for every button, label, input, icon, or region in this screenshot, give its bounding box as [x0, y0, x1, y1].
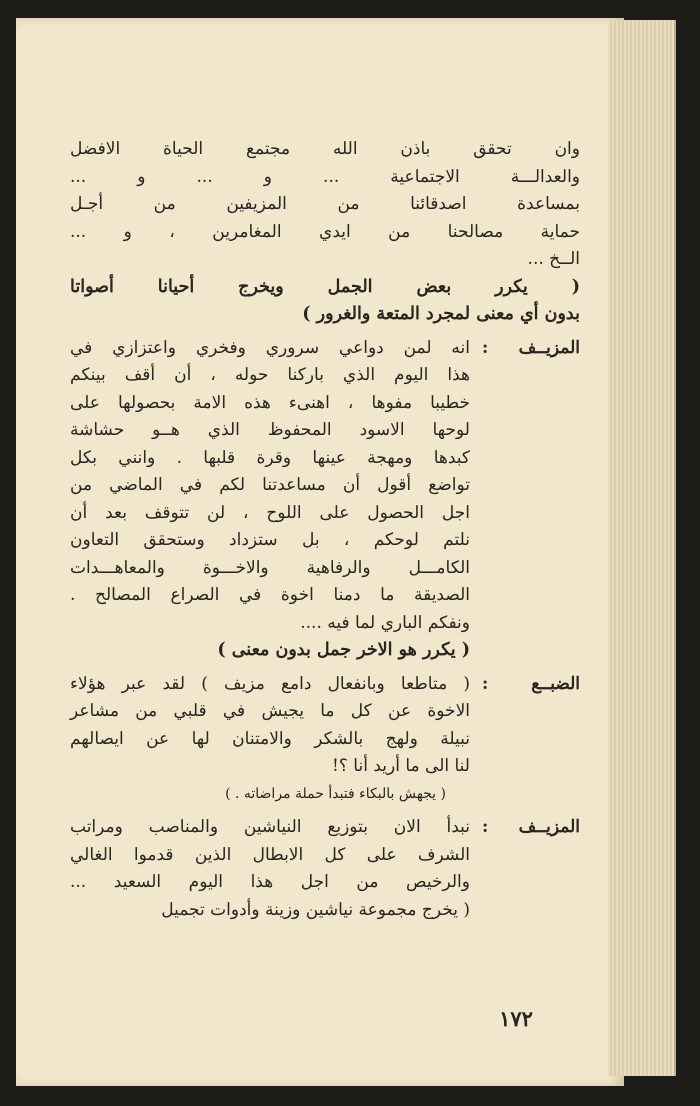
text-line: ( متاطعا وبانفعال دامع مزيف ) لقد عبر هؤلاء	[70, 673, 470, 694]
intro-passage	[70, 136, 580, 329]
text-line: ونفكم الباري لما فيه ....	[300, 612, 470, 633]
stage-direction: ( يكرر هو الاخر جمل بدون معنى )	[217, 640, 470, 660]
speaker-colon: :	[482, 337, 489, 358]
text-line: والعدالـــة الاجتماعية ... و ... و ...	[70, 166, 580, 187]
text-line: ( يخرج مجموعة نياشين وزينة وأدوات تجميل	[161, 899, 470, 920]
text-line: وان تحقق باذن الله مجتمع الحياة الافضل	[70, 139, 580, 159]
text-line: نلتم لوحكم ، بل ستزداد وستحقق التعاون	[70, 530, 470, 550]
speaker-label: الضبــع	[531, 673, 580, 694]
speaker-name	[470, 335, 580, 363]
text-line: كبدها ومهجة عينها وقرة قلبها . وانني بكل	[70, 447, 470, 468]
speaker-colon: :	[482, 817, 489, 837]
speech-block-3	[70, 814, 580, 924]
page-edges	[608, 20, 676, 1076]
text-line: والرخيص من اجل هذا اليوم السعيد ...	[70, 872, 470, 892]
text-line: نبيلة ولهج بالشكر والامتنان لها عن ايصالهم	[70, 728, 470, 749]
text-line: بمساعدة اصدقائنا من المزيفين من أجـل	[70, 194, 580, 214]
book-page	[16, 18, 624, 1086]
speech-block-2	[70, 671, 580, 809]
stage-direction: ( يجهش بالبكاء فتبدأ حملة مراضاته . )	[225, 785, 446, 802]
stage-direction: ( يكرر بعض الجمل ويخرج أحيانا أصواتا	[70, 276, 580, 297]
text-line: خطيبا مفوها ، اهنىء هذه الامة بحصولها على	[70, 392, 470, 413]
text-line: الاخوة عن كل ما يجيش في قلبي من مشاعر	[70, 701, 470, 721]
text-line: الشرف على كل الابطال الذين قدموا الغالي	[70, 844, 470, 865]
speech-block-1	[70, 335, 580, 665]
speaker-label: المزيــف	[518, 817, 580, 837]
speaker-label: المزيــف	[518, 337, 580, 358]
text-line: انه لمن دواعي سروري وفخري واعتزازي في	[70, 337, 470, 358]
text-line: لوحها الاسود المحفوظ الذي هــو حشاشة	[70, 420, 470, 440]
text-line: الكامـــل والرفاهية والاخـــوة والمعاهـــدات	[70, 557, 470, 578]
text-line: تواضع أقول أن مساعدتنا لكم في الماضي من	[70, 475, 470, 495]
stage-direction: بدون أي معنى لمجرد المتعة والغرور )	[302, 304, 580, 324]
text-line: نبدأ الان بتوزيع النياشين والمناصب ومراتب	[70, 817, 470, 837]
text-line: هذا اليوم الذي باركنا حوله ، أن أقف بينكم	[70, 365, 470, 385]
text-line: حماية مصالحنا من ايدي المغامرين ، و ...	[70, 221, 580, 242]
speaker-name	[470, 814, 580, 842]
text-line: لنا الى ما أريد أنا ؟!	[332, 756, 470, 776]
page-text	[70, 136, 580, 924]
page-number: ١٧٢	[499, 1006, 533, 1031]
text-line: الــخ ...	[527, 249, 580, 269]
text-line: اجل الحصول على اللوح ، لن تتوقف بعد أن	[70, 502, 470, 523]
speaker-colon: :	[482, 673, 489, 694]
text-line: الصديقة ما دمنا اخوة في الصراع المصالح .	[70, 585, 470, 605]
speaker-name	[470, 671, 580, 699]
